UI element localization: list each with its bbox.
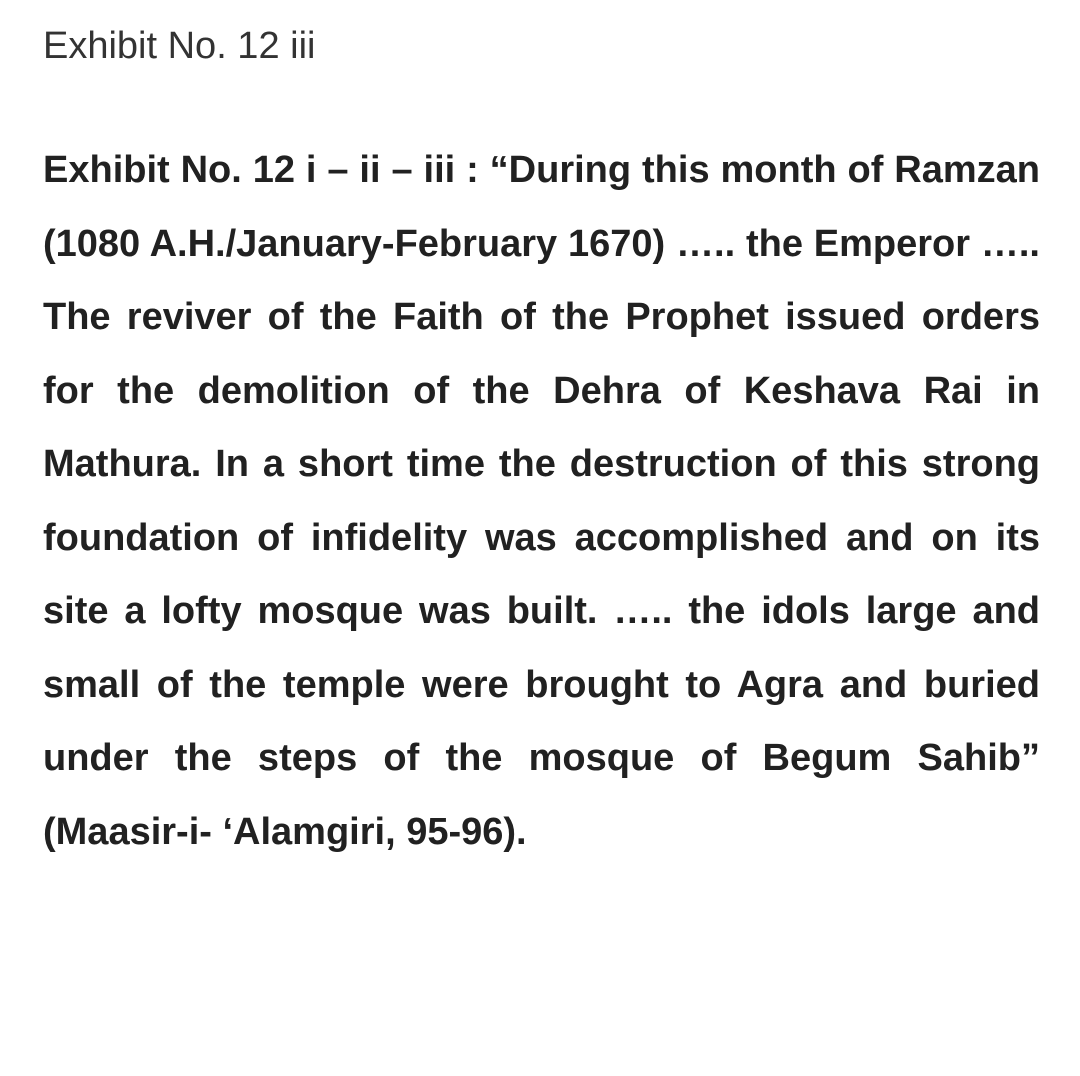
exhibit-quote-paragraph: Exhibit No. 12 i – ii – iii : “During this month of Ramzan (1080 A.H./January-February 1670) ….. the Emperor ….. The reviver of the Faith of the Prophet issued orders for the demolition of the Dehra of Keshava Rai in Mathura. In a short time the destruction of this strong foundation of infidelity was accomplished and on its site a lofty mosque was built. ….. the idols large and small of the temple were brought to Agra and buried under the steps of the mosque of Begum Sahib” (Maasir-i- ‘Alamgiri, 95-96).: [43, 149, 1040, 853]
exhibit-heading: Exhibit No. 12 iii: [43, 25, 316, 67]
document-page: [43, 0, 1040, 869]
